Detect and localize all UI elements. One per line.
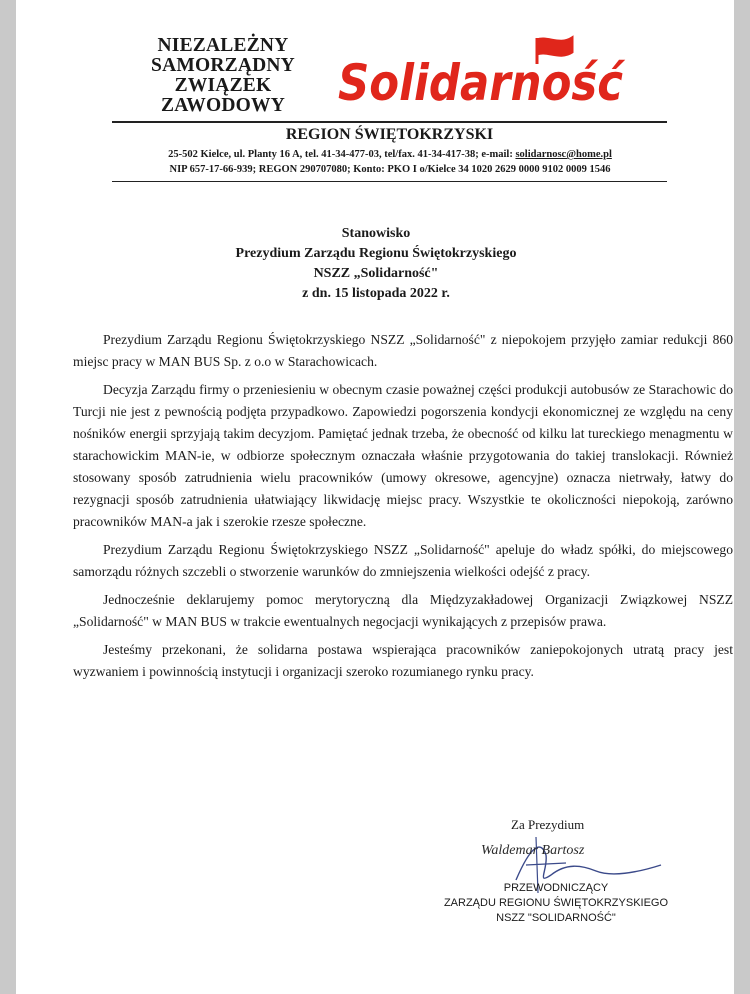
body-paragraph: Prezydium Zarządu Regionu Świętokrzyskiego NSZZ „Solidarność" apeluje do władz spółki, do miejscowego samorządu różnych szczebli o stworzenie warunków do zmniejszenia wielkości odejść z pracy.	[73, 542, 733, 579]
union-name-line: NIEZALEŻNY	[157, 35, 289, 56]
union-name-line: SAMORZĄDNY	[151, 55, 295, 76]
title-line: NSZZ "SOLIDARNOŚĆ"	[496, 912, 616, 924]
union-name-line: ZWIĄZEK	[174, 75, 272, 96]
signature-for: Za Prezydium	[511, 817, 585, 832]
body-paragraph: Prezydium Zarządu Regionu Świętokrzyskiego NSZZ „Solidarność" z niepokojem przyjęło zamiar redukcji 860 miejsc pracy w MAN BUS Sp. z o.o w Starachowicach.	[73, 332, 733, 369]
header-rule-bottom	[112, 181, 667, 182]
header-rule	[112, 121, 667, 123]
signatory-name: Waldemar Bartosz	[481, 843, 585, 858]
title-line: PRZEWODNICZĄCY	[503, 882, 609, 894]
region-name: REGION ŚWIĘTOKRZYSKI	[285, 126, 494, 143]
address-text: 25-502 Kielce, ul. Planty 16 A, tel. 41-34-477-03, tel/fax. 41-34-417-38; e-mail:	[168, 149, 516, 160]
body-paragraph: Jednocześnie deklarujemy pomoc merytoryczną dla Międzyzakładowej Organizacji Związkowej NSZZ „Solidarność" w MAN BUS w trakcie ewentualnych negocjacji wynikających z przepisów prawa.	[73, 592, 733, 629]
logo-text: Solidarność	[338, 54, 626, 112]
body-paragraph: Decyzja Zarządu firmy o przeniesieniu w obecnym czasie poważnej części produkcji autobusów ze Starachowic do Turcji nie jest z pewnością podjęta przypadkowo. Zapowiedzi pogorszenia kondycji ekonomicznej ze względu na ceny nośników energii sprzyjają takim decyzjom. Pamiętać jednak trzeba, że obecność od kilku lat tureckiego menagmentu w starachowickim MAN-ie, w odbiorze społecznym oznaczała właśnie przygotowania do takiej translokacji. Również stosowany sposób zatrudnienia wielu pracowników (umowy okresowe, agencyjne) oznacza nietrwały, łatwy do rezygnacji sposób zatrudnienia ułatwiający likwidację miejsc pracy. Wszystkie te okoliczności niepokoją, zarówno pracowników MAN-a jak i szerokie rzesze społeczne.	[73, 382, 733, 529]
union-name-block	[128, 36, 318, 116]
document-page	[16, 0, 734, 994]
heading-line: Prezydium Zarządu Regionu Świętokrzyskiego	[235, 246, 517, 261]
heading-line: z dn. 15 listopada 2022 r.	[302, 286, 450, 301]
statement-body	[73, 329, 733, 689]
heading-line: Stanowisko	[341, 226, 411, 241]
title-line: ZARZĄDU REGIONU ŚWIĘTOKRZYSKIEGO	[443, 897, 669, 909]
contact-line	[100, 149, 680, 160]
registration-line: NIP 657-17-66-939; REGON 290707080; Konto: PKO I o/Kielce 34 1020 2629 0000 9102 0009 1546	[169, 164, 611, 175]
heading-line: NSZZ „Solidarność"	[313, 266, 439, 281]
statement-heading	[76, 224, 676, 304]
union-name-line: ZAWODOWY	[160, 95, 286, 116]
email-link[interactable]: solidarnosc@home.pl	[515, 149, 612, 160]
solidarnosc-logo	[332, 34, 632, 114]
body-paragraph: Jesteśmy przekonani, że solidarna postawa wspierająca pracowników zaniepokojonych utratą pracy jest wyzwaniem i powinnością instytucji i organizacji szeroko rozumianego rynku pracy.	[73, 642, 733, 679]
signatory-title	[416, 881, 696, 926]
